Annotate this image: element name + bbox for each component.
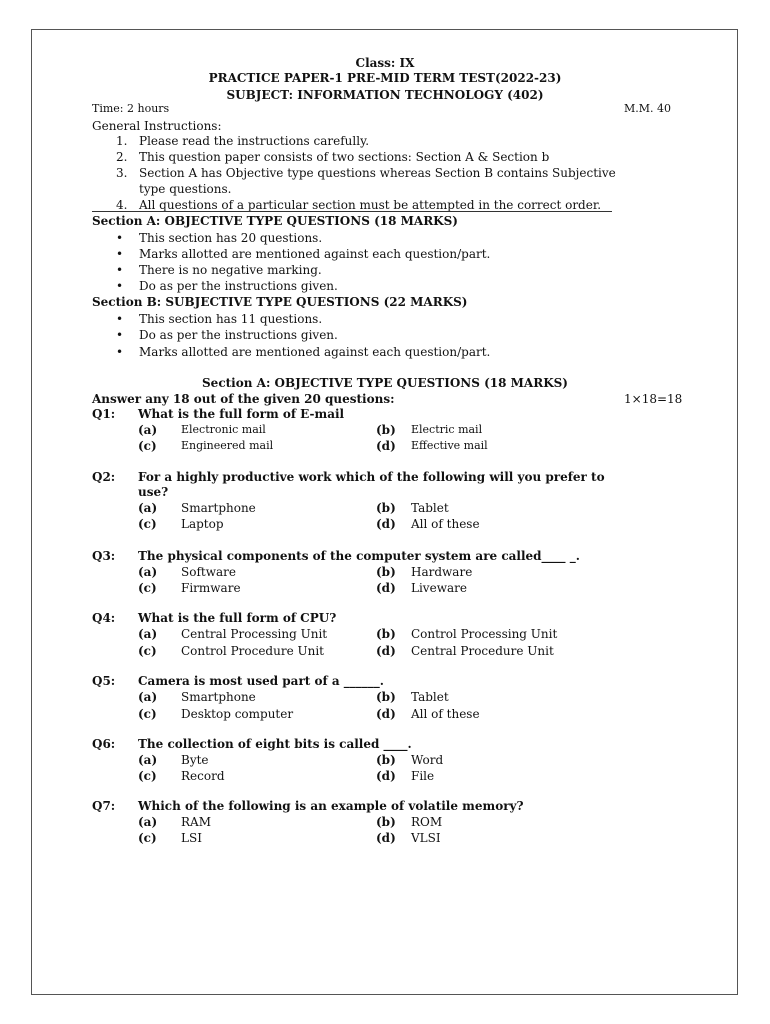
instruction-text: Please read the instructions carefully.	[139, 134, 370, 148]
option-label: (c)	[138, 581, 157, 595]
bullet-dot: •	[116, 279, 124, 293]
question-text: For a highly productive work which of the following will you prefer to	[138, 470, 605, 484]
option-c: LSI	[181, 831, 202, 845]
subject-title: SUBJECT: INFORMATION TECHNOLOGY (402)	[226, 88, 544, 102]
question-number: Q3:	[92, 549, 116, 563]
bullet-dot: •	[116, 263, 124, 277]
bullet-dot: •	[116, 247, 124, 261]
question-number: Q4:	[92, 611, 116, 625]
option-label: (c)	[138, 644, 157, 658]
instruction-text: This question paper consists of two sections: Section A & Section b	[139, 150, 550, 164]
instruction-text: All questions of a particular section must be attempted in the correct order.	[139, 198, 602, 212]
option-b: Control Processing Unit	[411, 627, 558, 641]
option-b: ROM	[411, 815, 443, 829]
option-c: Firmware	[181, 581, 241, 595]
option-label: (a)	[138, 815, 158, 829]
bullet-text: This section has 20 questions.	[139, 231, 323, 245]
paper-title: PRACTICE PAPER-1 PRE-MID TERM TEST(2022-23)	[208, 71, 562, 85]
section-a-marks: 1×18=18	[624, 392, 683, 406]
option-c: Engineered mail	[181, 439, 274, 452]
question-number: Q2:	[92, 470, 116, 484]
question-number: Q1:	[92, 407, 116, 421]
question-number: Q6:	[92, 737, 116, 751]
option-label: (d)	[376, 581, 396, 595]
option-label: (d)	[376, 644, 396, 658]
option-a: RAM	[181, 815, 211, 829]
option-c: Control Procedure Unit	[181, 644, 324, 658]
question-text: What is the full form of CPU?	[138, 611, 337, 625]
option-b: Tablet	[411, 501, 449, 515]
option-label: (b)	[376, 753, 396, 767]
option-label: (c)	[138, 707, 157, 721]
general-instructions-heading: General Instructions:	[92, 119, 222, 133]
question-text: What is the full form of E-mail	[138, 407, 345, 421]
option-a: Smartphone	[181, 690, 256, 704]
instruction-number: 4.	[116, 198, 128, 212]
question-text: Which of the following is an example of volatile memory?	[138, 799, 524, 813]
bullet-dot: •	[116, 231, 124, 245]
max-marks-label: M.M. 40	[624, 102, 672, 115]
option-label: (d)	[376, 707, 396, 721]
option-a: Software	[181, 565, 236, 579]
option-label: (b)	[376, 565, 396, 579]
option-b: Word	[411, 753, 444, 767]
option-label: (c)	[138, 831, 157, 845]
class-label: Class: IX	[355, 56, 415, 70]
option-label: (d)	[376, 517, 396, 531]
option-label: (a)	[138, 501, 158, 515]
option-a: Electronic mail	[181, 423, 266, 436]
option-label: (b)	[376, 815, 396, 829]
option-b: Electric mail	[411, 423, 483, 436]
bullet-text: This section has 11 questions.	[139, 312, 323, 326]
option-c: Record	[181, 769, 225, 783]
bullet-text: Do as per the instructions given.	[139, 279, 338, 293]
bullet-text: Do as per the instructions given.	[139, 328, 338, 342]
bullet-dot: •	[116, 328, 124, 342]
option-d: Liveware	[411, 581, 467, 595]
section-a-info-heading: Section A: OBJECTIVE TYPE QUESTIONS (18 MARKS)	[92, 214, 458, 228]
option-label: (b)	[376, 690, 396, 704]
option-c: Desktop computer	[181, 707, 294, 721]
instruction-number: 2.	[116, 150, 128, 164]
option-d: Central Procedure Unit	[411, 644, 554, 658]
option-a: Central Processing Unit	[181, 627, 328, 641]
option-label: (b)	[376, 423, 396, 437]
option-c: Laptop	[181, 517, 224, 531]
option-label: (d)	[376, 769, 396, 783]
option-d: File	[411, 769, 435, 783]
option-d: All of these	[411, 517, 480, 531]
bullet-text: There is no negative marking.	[139, 263, 322, 277]
option-label: (a)	[138, 565, 158, 579]
question-text-cont: use?	[138, 485, 169, 499]
option-label: (c)	[138, 769, 157, 783]
option-label: (a)	[138, 423, 158, 437]
question-number: Q7:	[92, 799, 116, 813]
option-label: (a)	[138, 753, 158, 767]
instruction-number: 1.	[116, 134, 128, 148]
option-a: Smartphone	[181, 501, 256, 515]
instruction-text: Section A has Objective type questions whereas Section B contains Subjective	[139, 166, 616, 180]
bullet-dot: •	[116, 345, 124, 359]
option-label: (b)	[376, 501, 396, 515]
question-text: The collection of eight bits is called ____.	[138, 737, 412, 751]
option-d: VLSI	[411, 831, 441, 845]
instruction-number: 3.	[116, 166, 128, 180]
option-label: (b)	[376, 627, 396, 641]
option-d: Effective mail	[411, 439, 488, 452]
time-label: Time: 2 hours	[92, 102, 170, 115]
option-a: Byte	[181, 753, 209, 767]
question-text: The physical components of the computer system are called____ _.	[138, 549, 580, 563]
question-number: Q5:	[92, 674, 116, 688]
instruction-text: type questions.	[139, 182, 232, 196]
option-label: (d)	[376, 439, 396, 453]
option-label: (c)	[138, 439, 157, 453]
option-label: (a)	[138, 627, 158, 641]
option-b: Hardware	[411, 565, 473, 579]
option-d: All of these	[411, 707, 480, 721]
option-b: Tablet	[411, 690, 449, 704]
bullet-text: Marks allotted are mentioned against each question/part.	[139, 345, 491, 359]
option-label: (c)	[138, 517, 157, 531]
question-text: Camera is most used part of a ______.	[138, 674, 384, 688]
bullet-dot: •	[116, 312, 124, 326]
option-label: (a)	[138, 690, 158, 704]
section-b-info-heading: Section B: SUBJECTIVE TYPE QUESTIONS (22 MARKS)	[92, 295, 468, 309]
option-label: (d)	[376, 831, 396, 845]
bullet-text: Marks allotted are mentioned against each question/part.	[139, 247, 491, 261]
divider-line	[92, 211, 612, 212]
section-a-heading: Section A: OBJECTIVE TYPE QUESTIONS (18 MARKS)	[202, 376, 568, 390]
answer-any-instruction: Answer any 18 out of the given 20 questions:	[92, 392, 395, 406]
